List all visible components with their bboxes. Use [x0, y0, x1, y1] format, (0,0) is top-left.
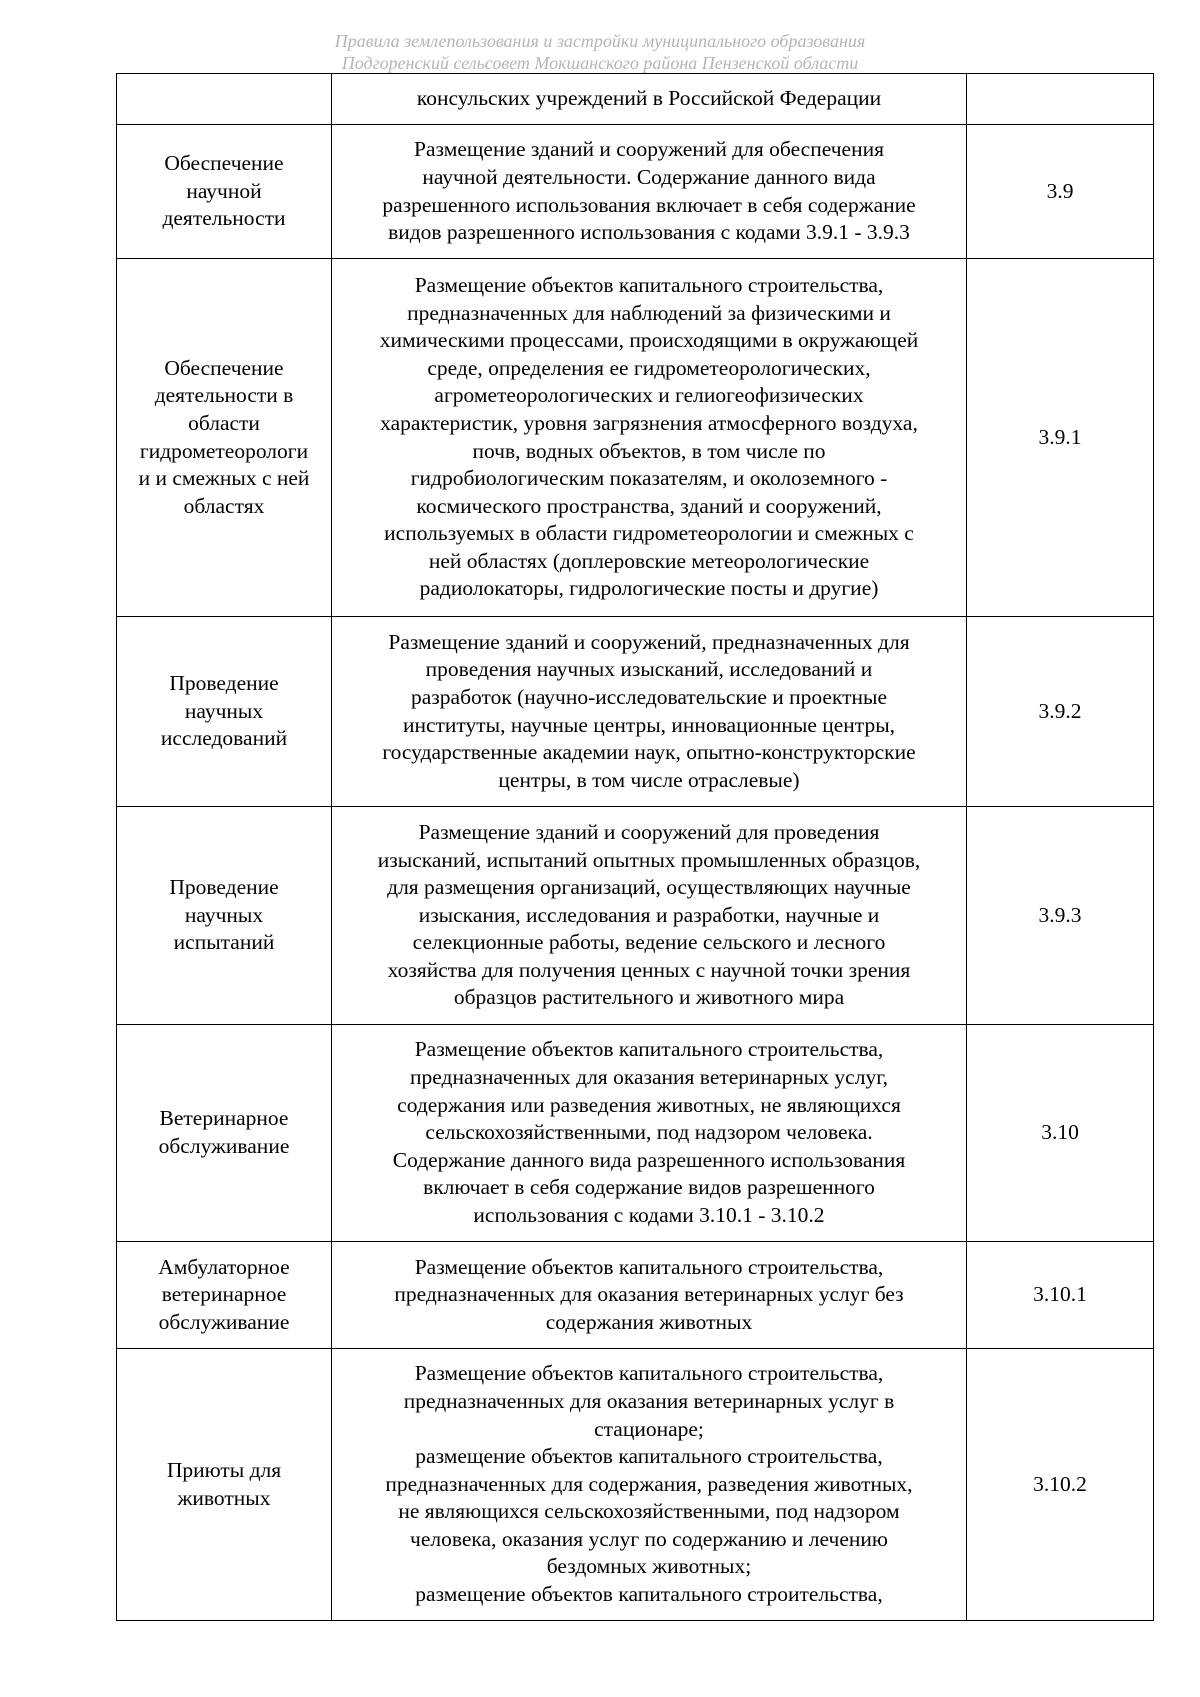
header-line-1: Правила землепользования и застройки муниципального образования: [334, 31, 866, 51]
use-type-description-line: космического пространства, зданий и сооружений,: [416, 493, 882, 518]
use-type-code: 3.9.1: [967, 259, 1154, 617]
use-type-description-line: Размещение зданий и сооружений, предназначенных для: [388, 629, 910, 654]
use-type-name-line: научных: [184, 902, 264, 927]
use-type-name-line: животных: [177, 1485, 271, 1510]
table-row: [117, 1242, 1154, 1349]
use-type-description: [332, 617, 967, 807]
use-type-description-line: Содержание данного вида разрешенного использования: [392, 1147, 906, 1172]
use-type-name-line: научной: [186, 178, 262, 203]
use-type-name-line: Амбулаторное: [158, 1254, 290, 1279]
use-type-description-line: предназначенных для оказания ветеринарных услуг в: [403, 1388, 895, 1413]
use-type-description: [332, 807, 967, 1025]
use-type-name-line: научных: [184, 698, 264, 723]
use-type-description-line: Размещение зданий и сооружений для проведения: [418, 819, 880, 844]
use-type-description-line: предназначенных для содержания, разведения животных,: [385, 1471, 913, 1496]
use-type-description-line: сельскохозяйственными, под надзором человека.: [425, 1120, 873, 1145]
table-row: [117, 1025, 1154, 1242]
use-type-description-line: химическими процессами, происходящими в окружающей: [379, 328, 919, 353]
table-row: [117, 74, 1154, 125]
use-type-name: [117, 125, 332, 259]
use-type-name-line: ветеринарное: [161, 1282, 287, 1307]
use-type-description-line: радиолокаторы, гидрологические посты и другие): [419, 576, 879, 601]
use-type-name: [117, 1025, 332, 1242]
use-type-name-line: деятельности в: [154, 383, 294, 408]
use-type-description-line: проведения научных изысканий, исследований и: [425, 657, 873, 682]
use-type-description-line: селекционные работы, ведение сельского и лесного: [412, 930, 886, 955]
use-type-name-line: и и смежных с ней: [138, 466, 310, 491]
use-type-description-line: гидробиологическим показателям, и околоземного -: [410, 466, 888, 491]
use-type-code: 3.9: [967, 125, 1154, 259]
document-running-header: [0, 30, 1200, 74]
use-type-description-line: образцов растительного и животного мира: [453, 985, 845, 1010]
use-type-description-line: изысканий, испытаний опытных промышленных образцов,: [377, 847, 921, 872]
use-type-description-line: Размещение зданий и сооружений для обеспечения: [414, 137, 884, 162]
use-type-name: [117, 1349, 332, 1621]
use-type-name: [117, 807, 332, 1025]
use-type-description-line: почв, водных объектов, в том числе по: [472, 438, 826, 463]
use-type-description-line: ней областях (доплеровские метеорологические: [428, 548, 870, 573]
use-type-description-line: не являющихся сельскохозяйственными, под надзором: [398, 1499, 900, 1524]
use-type-description-line: Размещение объектов капитального строительства,: [414, 1037, 884, 1062]
use-type-description-line: предназначенных для наблюдений за физическими и: [407, 300, 891, 325]
use-type-name: [117, 617, 332, 807]
header-line-2: Подгоренский сельсовет Мокшанского района Пензенской области: [341, 53, 859, 73]
use-type-name-line: испытаний: [173, 930, 275, 955]
use-type-description: [332, 1349, 967, 1621]
use-type-description-line: государственные академии наук, опытно-конструкторские: [382, 740, 916, 765]
use-type-name-line: Приюты для: [166, 1457, 282, 1482]
use-type-name-line: гидрометеорологи: [139, 438, 309, 463]
use-type-description-line: содержания животных: [545, 1309, 753, 1334]
use-type-description-line: бездомных животных;: [546, 1554, 752, 1579]
table-row: [117, 807, 1154, 1025]
use-type-description-line: консульских учреждений в Российской Федерации: [416, 86, 882, 111]
use-type-description-line: видов разрешенного использования с кодами 3.9.1 - 3.9.3: [388, 220, 910, 245]
use-type-name-line: исследований: [160, 726, 288, 751]
use-type-name: [117, 1242, 332, 1349]
use-type-name-line: обслуживание: [158, 1134, 290, 1158]
use-type-description-line: используемых в области гидрометеорологии и смежных с: [384, 521, 914, 546]
use-type-code: 3.9.3: [967, 807, 1154, 1025]
use-type-description-line: использования с кодами 3.10.1 - 3.10.2: [473, 1202, 825, 1227]
use-type-name-line: областях: [183, 493, 265, 518]
use-type-description-line: центры, в том числе отраслевые): [498, 767, 800, 792]
use-type-description-line: Размещение объектов капитального строительства,: [414, 1254, 884, 1279]
use-type-name-line: Ветеринарное: [159, 1106, 289, 1131]
use-type-name-line: обслуживание: [158, 1309, 290, 1334]
use-type-description-line: предназначенных для оказания ветеринарных услуг,: [410, 1065, 888, 1090]
table-row: [117, 1349, 1154, 1621]
use-type-description-line: разработок (научно-исследовательские и проектные: [410, 684, 887, 709]
use-type-name-line: Проведение: [169, 671, 279, 696]
use-type-description-line: размещение объектов капитального строительства,: [415, 1582, 883, 1607]
use-type-description-line: научной деятельности. Содержание данного вида: [422, 164, 876, 189]
use-type-description-line: изыскания, исследования и разработки, научные и: [418, 902, 880, 927]
use-type-description-line: предназначенных для оказания ветеринарных услуг без: [394, 1282, 904, 1307]
table-row: [117, 125, 1154, 259]
table-body: [117, 74, 1154, 1621]
use-type-description-line: включает в себя содержание видов разрешенного: [423, 1175, 875, 1200]
use-type-description-line: институты, научные центры, инновационные центры,: [402, 712, 896, 737]
use-type-code: 3.10.2: [967, 1349, 1154, 1621]
use-type-description-line: хозяйства для получения ценных с научной точки зрения: [387, 957, 911, 982]
use-type-description: [332, 1242, 967, 1349]
use-type-description-line: человека, оказания услуг по содержанию и лечению: [410, 1526, 888, 1551]
use-type-name-line: Обеспечение: [164, 355, 284, 380]
use-type-description-line: агрометеорологических и гелиогеофизических: [434, 383, 864, 408]
use-type-description-line: для размещения организаций, осуществляющих научные: [387, 875, 911, 900]
use-type-description: [332, 259, 967, 617]
use-type-description: [332, 74, 967, 125]
use-type-name-line: Обеспечение: [164, 151, 284, 176]
use-type-name-line: деятельности: [162, 206, 286, 231]
use-type-code: 3.10: [967, 1025, 1154, 1242]
use-type-description-line: Размещение объектов капитального строительства,: [414, 1361, 884, 1386]
use-type-name-line: области: [188, 410, 260, 435]
use-type-name-line: Проведение: [169, 875, 279, 900]
use-type-name: [117, 74, 332, 125]
use-type-name: [117, 259, 332, 617]
use-type-description-line: характеристик, уровня загрязнения атмосферного воздуха,: [380, 410, 918, 435]
table-row: [117, 259, 1154, 617]
use-type-code: [967, 74, 1154, 125]
use-type-description-line: Размещение объектов капитального строительства,: [414, 272, 884, 297]
use-type-code: 3.9.2: [967, 617, 1154, 807]
use-type-description-line: среде, определения ее гидрометеорологических,: [427, 355, 871, 380]
use-type-code: 3.10.1: [967, 1242, 1154, 1349]
use-type-description-line: размещение объектов капитального строительства,: [415, 1444, 883, 1469]
table-row: [117, 617, 1154, 807]
use-type-description: [332, 1025, 967, 1242]
land-use-table: [116, 73, 1154, 1621]
use-type-description-line: стационаре;: [594, 1416, 704, 1441]
use-type-description-line: содержания или разведения животных, не являющихся: [397, 1092, 901, 1117]
use-type-description-line: разрешенного использования включает в себя содержание: [382, 192, 916, 217]
use-type-description: [332, 125, 967, 259]
